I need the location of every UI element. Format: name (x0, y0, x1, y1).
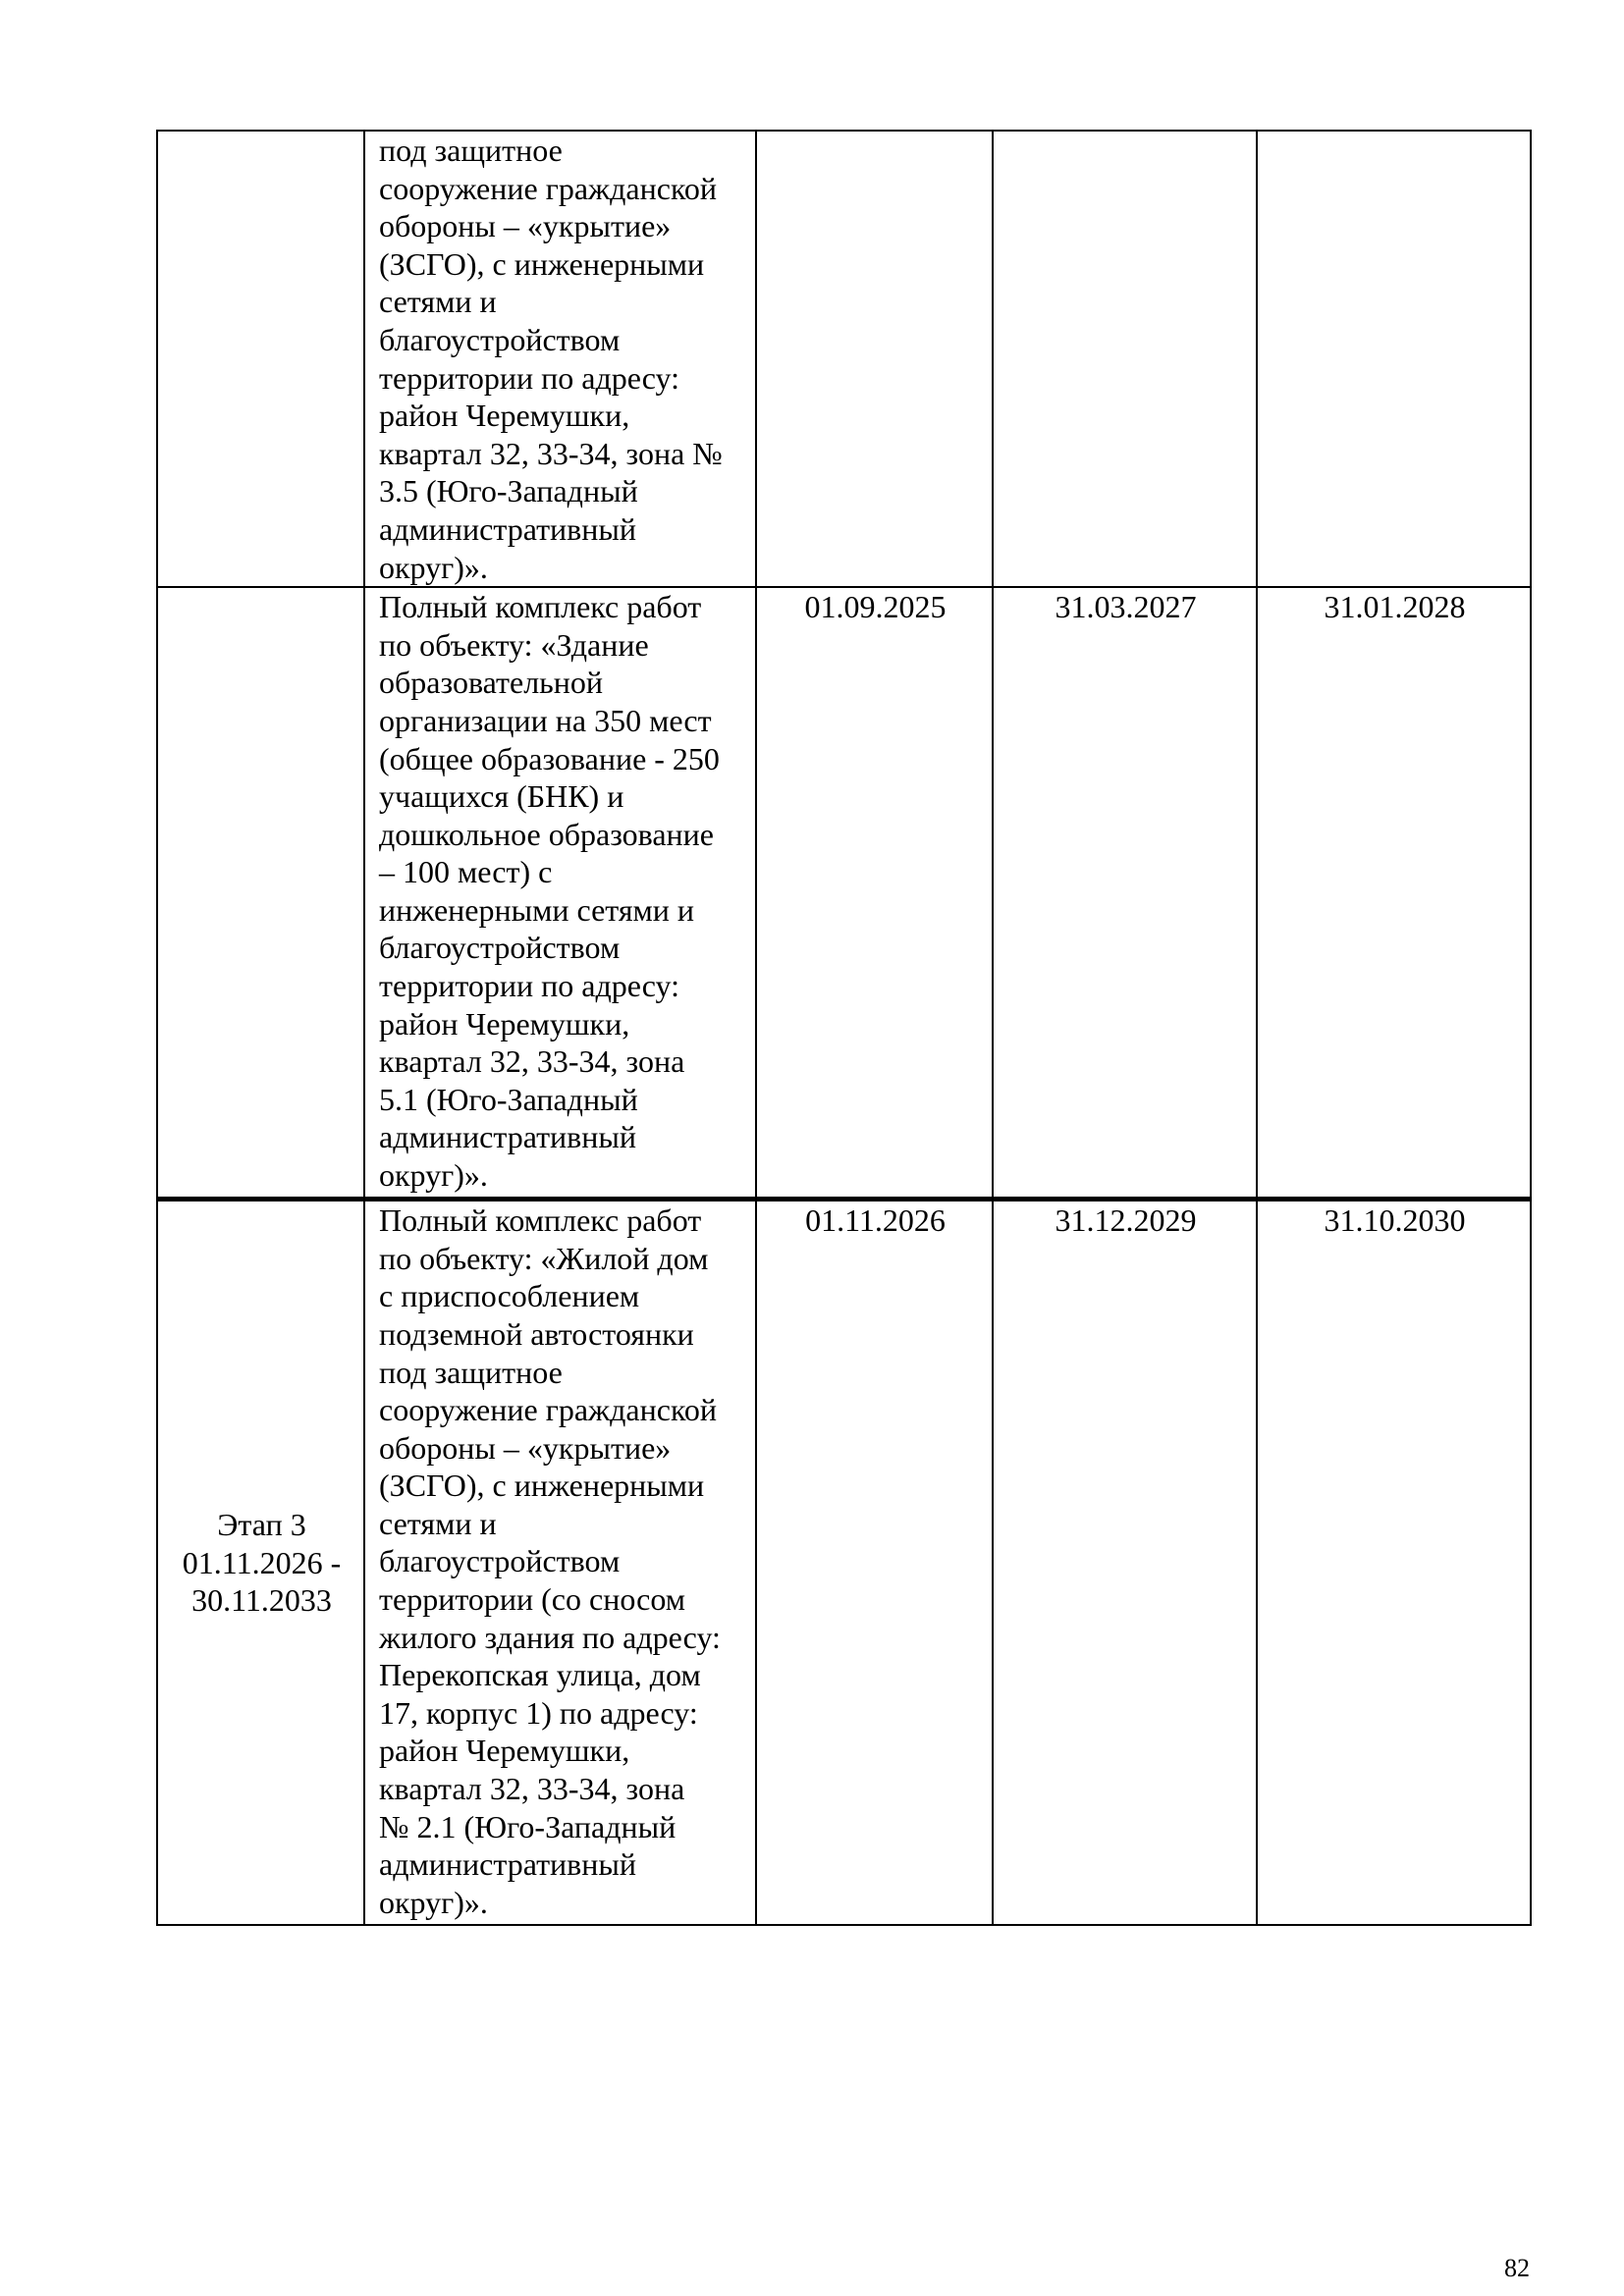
description-cell (364, 587, 756, 1200)
stage-cell-empty (157, 587, 364, 1200)
description-text: Полный комплекс работ по объекту: «Здание образовательной организации на 350 мест (общее образование - 250 учащихся (БНК) и дошкольное образование – 100 мест) с инженерными сетями и благоустройством территории по адресу: район Черемушки, квартал 32, 33-34, зона 5.1 (Юго-Западный административный округ)». (379, 589, 720, 1194)
start-date-cell: 01.09.2025 (756, 587, 993, 1200)
end-date-cell (993, 131, 1257, 587)
deadline-date-cell (1257, 131, 1531, 587)
deadline-date-cell: 31.01.2028 (1257, 587, 1531, 1200)
stage-text: Этап 3 01.11.2026 - 30.11.2033 (182, 1507, 342, 1619)
description-text: под защитное сооружение гражданской обороны – «укрытие» (ЗСГО), с инженерными сетями и благоустройством территории по адресу: район Черемушки, квартал 32, 33-34, зона № 3.5 (Юго-Западный административный округ)». (379, 133, 723, 585)
description-cell (364, 131, 756, 587)
start-date-cell (756, 131, 993, 587)
schedule-table-container (156, 130, 1530, 1926)
table-row (157, 1200, 1531, 1926)
table-row (157, 587, 1531, 1200)
stage-cell (157, 1200, 364, 1926)
end-date-cell: 31.12.2029 (993, 1200, 1257, 1926)
stage-cell-empty (157, 131, 364, 587)
end-date-cell: 31.03.2027 (993, 587, 1257, 1200)
page-number: 82 (1504, 2254, 1530, 2282)
schedule-table (156, 130, 1532, 1926)
deadline-date-cell: 31.10.2030 (1257, 1200, 1531, 1926)
description-cell (364, 1200, 756, 1926)
table-row (157, 131, 1531, 587)
start-date-cell: 01.11.2026 (756, 1200, 993, 1926)
description-text: Полный комплекс работ по объекту: «Жилой дом с приспособлением подземной автостоянки под защитное сооружение гражданской обороны – «укрытие» (ЗСГО), с инженерными сетями и благоустройством территории (со сносом жилого здания по адресу: Перекопская улица, дом 17, корпус 1) по адресу: район Черемушки, квартал 32, 33-34, зона № 2.1 (Юго-Западный административный округ)». (379, 1202, 721, 1920)
